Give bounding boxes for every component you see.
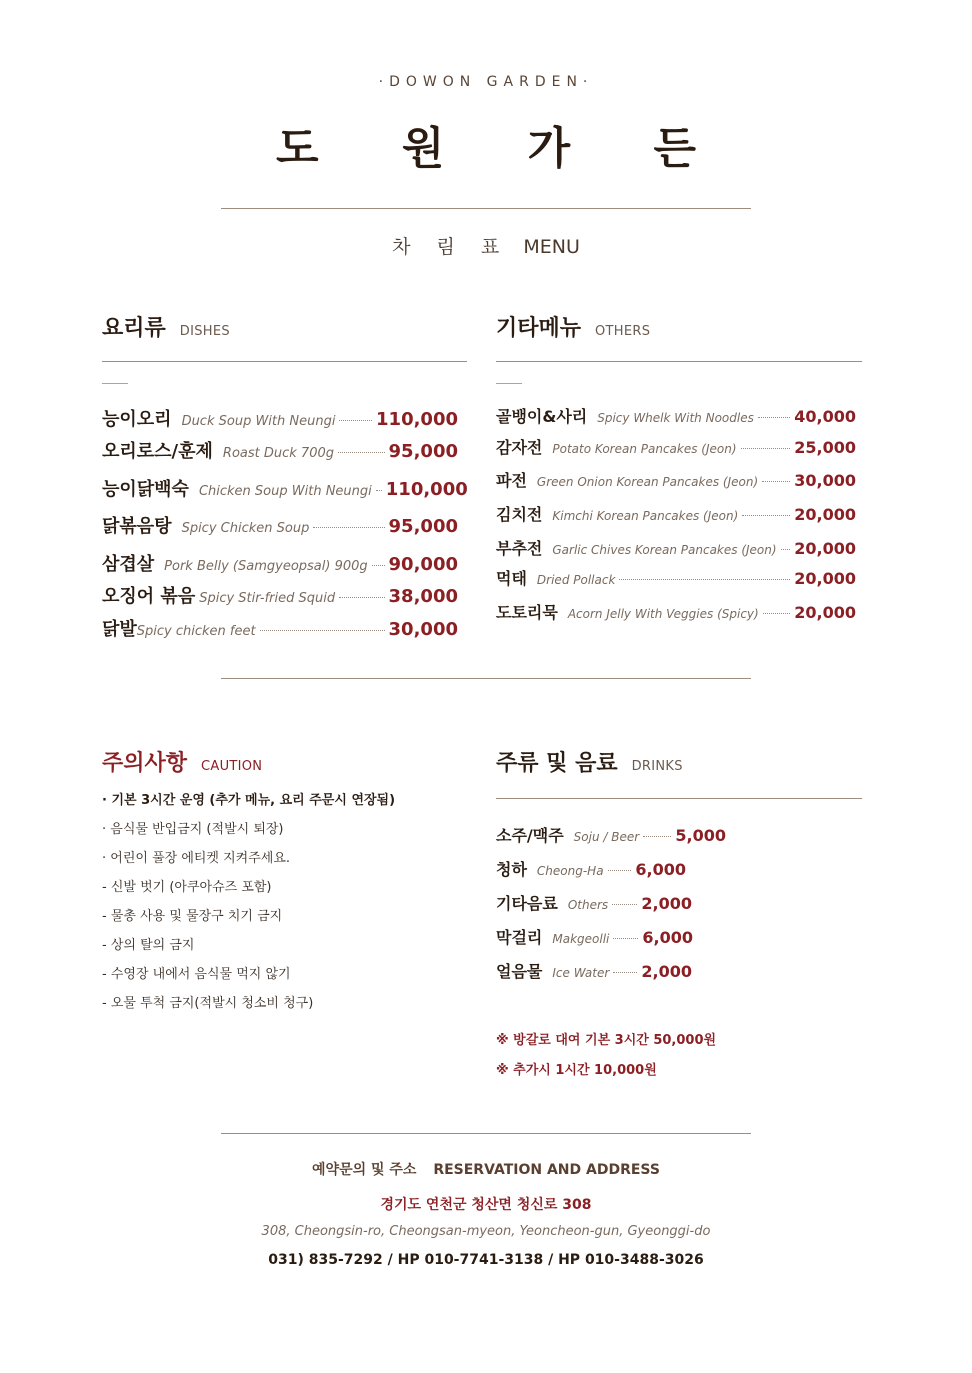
item-price: 20,000 — [794, 539, 856, 558]
caution-item: - 오물 투척 금지(적발시 청소비 청구) — [102, 996, 314, 1011]
list-item — [496, 502, 856, 525]
footer-divider — [221, 1133, 751, 1134]
dot-leader — [313, 527, 384, 528]
list-item — [496, 959, 692, 982]
caution-item: - 물총 사용 및 물장구 치기 금지 — [102, 909, 283, 924]
caution-item: - 상의 탈의 금지 — [102, 938, 195, 953]
item-name-en: Green Onion Korean Pancakes (Jeon) — [536, 475, 759, 489]
item-name-ko: 얼음물 — [496, 962, 543, 981]
caution-title — [102, 746, 262, 777]
item-name-en: Duck Soup With Neungi — [181, 414, 336, 429]
list-item — [496, 404, 856, 427]
dot-leader — [613, 972, 637, 973]
caution-title-ko: 주의사항 — [102, 751, 188, 776]
item-price: 95,000 — [388, 441, 458, 462]
list-item — [496, 857, 686, 880]
item-name-en: Kimchi Korean Pancakes (Jeon) — [552, 509, 739, 523]
dot-leader — [376, 490, 382, 491]
item-name-ko: 부추전 — [496, 539, 543, 558]
list-item — [102, 550, 458, 576]
item-name-en: Pork Belly (Samgyeopsal) 900g — [164, 559, 368, 574]
item-name-en: Others — [567, 898, 609, 912]
dot-leader — [372, 565, 385, 566]
item-name-ko: 오징어 볶음 — [102, 586, 196, 607]
item-name-ko: 소주/맥주 — [496, 826, 564, 845]
extra-hour-note: ※ 추가시 1시간 10,000원 — [496, 1063, 657, 1078]
caution-item: · 음식물 반입금지 (적발시 퇴장) — [102, 822, 284, 837]
item-name-ko: 청하 — [496, 860, 527, 879]
dot-leader — [619, 579, 790, 580]
caution-item: · 기본 3시간 운영 (추가 메뉴, 요리 주문시 연장됨) — [102, 793, 396, 808]
drinks-title-en: DRINKS — [631, 759, 683, 774]
item-name-en: Dried Pollack — [536, 573, 616, 587]
header-divider — [221, 208, 751, 209]
item-name-en: Chicken Soup With Neungi — [198, 484, 372, 499]
list-item — [102, 405, 458, 431]
list-item — [496, 823, 726, 846]
item-price: 110,000 — [376, 409, 458, 430]
dot-leader — [763, 613, 791, 614]
dot-leader — [613, 938, 638, 939]
phone-numbers: 031) 835-7292 / HP 010-7741-3138 / HP 010-3488-3026 — [268, 1252, 704, 1268]
reservation-heading-ko: 예약문의 및 주소 — [312, 1162, 417, 1178]
dishes-title-ko: 요리류 — [102, 316, 166, 341]
others-title-en: OTHERS — [595, 324, 651, 339]
dot-leader — [339, 597, 384, 598]
caution-item: · 어린이 풀장 에티켓 지켜주세요. — [102, 851, 291, 866]
item-price: 30,000 — [388, 619, 458, 640]
item-name-en: Ice Water — [552, 966, 610, 980]
dishes-title — [102, 311, 230, 342]
item-price: 20,000 — [794, 505, 856, 524]
item-price: 2,000 — [641, 894, 692, 913]
menu-heading — [0, 232, 972, 259]
list-item — [496, 925, 693, 948]
brand-subtitle: ·DOWON GARDEN· — [378, 74, 594, 90]
item-name-en: Spicy chicken feet — [136, 624, 256, 639]
middle-divider — [221, 678, 751, 679]
item-price: 2,000 — [641, 962, 692, 981]
dot-leader — [339, 420, 372, 421]
item-price: 95,000 — [388, 516, 458, 537]
caution-item: - 수영장 내에서 음식물 먹지 않기 — [102, 967, 291, 982]
item-name-ko: 감자전 — [496, 438, 543, 457]
item-name-en: Spicy Chicken Soup — [181, 521, 310, 536]
item-price: 20,000 — [794, 603, 856, 622]
dot-leader — [741, 448, 791, 449]
item-name-ko: 먹태 — [496, 569, 527, 588]
item-name-ko: 능이닭백숙 — [102, 479, 189, 500]
drinks-title-ko: 주류 및 음료 — [496, 751, 618, 776]
item-name-en: Garlic Chives Korean Pancakes (Jeon) — [552, 543, 777, 557]
menu-heading-ko: 차 림 표 — [392, 236, 510, 258]
item-name-en: Cheong-Ha — [536, 864, 604, 878]
list-item — [496, 891, 692, 914]
dot-leader — [338, 452, 385, 453]
dot-leader — [643, 836, 671, 837]
list-item — [102, 582, 458, 608]
item-price: 6,000 — [642, 928, 693, 947]
restaurant-title: 도 원 가 든 — [276, 123, 730, 174]
reservation-heading-en: RESERVATION AND ADDRESS — [433, 1162, 660, 1178]
dot-leader — [758, 417, 790, 418]
item-name-ko: 김치전 — [496, 505, 543, 524]
item-name-ko: 파전 — [496, 471, 527, 490]
dot-leader — [762, 481, 790, 482]
item-name-ko: 닭발 — [102, 619, 137, 640]
item-name-ko: 오리로스/훈제 — [102, 441, 213, 462]
item-name-ko: 닭볶음탕 — [102, 516, 172, 537]
drinks-divider — [496, 798, 862, 799]
dishes-short-rule — [102, 383, 128, 384]
item-name-en: Soju / Beer — [573, 830, 640, 844]
drinks-title — [496, 746, 683, 777]
item-name-en: Acorn Jelly With Veggies (Spicy) — [567, 607, 759, 621]
item-price: 5,000 — [675, 826, 726, 845]
item-name-ko: 골뱅이&사리 — [496, 407, 588, 426]
dishes-title-en: DISHES — [179, 324, 230, 339]
item-name-en: Potato Korean Pancakes (Jeon) — [552, 442, 737, 456]
others-title — [496, 311, 650, 342]
others-short-rule — [496, 383, 522, 384]
others-title-ko: 기타메뉴 — [496, 316, 582, 341]
reservation-heading — [0, 1159, 972, 1179]
list-item — [496, 600, 856, 623]
dot-leader — [260, 630, 385, 631]
item-price: 90,000 — [388, 554, 458, 575]
others-divider — [496, 361, 862, 362]
caution-item: - 신발 벗기 (아쿠아슈즈 포함) — [102, 880, 272, 895]
caution-title-en: CAUTION — [201, 759, 263, 774]
item-price: 40,000 — [794, 407, 856, 426]
item-name-en: Spicy Stir-fried Squid — [199, 591, 336, 606]
item-name-ko: 능이오리 — [102, 409, 172, 430]
item-price: 20,000 — [794, 569, 856, 588]
item-price: 30,000 — [794, 471, 856, 490]
address-ko: 경기도 연천군 청산면 청신로 308 — [380, 1197, 592, 1213]
bungalow-note: ※ 방갈로 대여 기본 3시간 50,000원 — [496, 1033, 717, 1048]
list-item — [102, 615, 458, 641]
item-price: 6,000 — [635, 860, 686, 879]
item-name-en: Roast Duck 700g — [222, 446, 334, 461]
item-name-ko: 기타음료 — [496, 894, 558, 913]
dot-leader — [742, 515, 790, 516]
list-item — [496, 536, 856, 559]
address-en: 308, Cheongsin-ro, Cheongsan-myeon, Yeoncheon-gun, Gyeonggi-do — [261, 1224, 711, 1239]
item-price: 38,000 — [388, 586, 458, 607]
dot-leader — [612, 904, 637, 905]
item-name-en: Spicy Whelk With Noodles — [597, 411, 754, 425]
list-item — [496, 566, 856, 589]
item-name-ko: 도토리묵 — [496, 603, 558, 622]
dot-leader — [781, 549, 791, 550]
item-price: 25,000 — [794, 438, 856, 457]
item-price: 110,000 — [385, 479, 468, 500]
list-item — [102, 437, 458, 463]
dot-leader — [608, 870, 632, 871]
list-item — [496, 468, 856, 491]
item-name-ko: 막걸리 — [496, 928, 543, 947]
item-name-ko: 삼겹살 — [102, 554, 155, 575]
list-item — [102, 512, 458, 538]
list-item — [496, 435, 856, 458]
list-item — [102, 475, 468, 501]
menu-heading-en: MENU — [523, 236, 580, 258]
dishes-divider — [102, 361, 467, 362]
item-name-en: Makgeolli — [552, 932, 610, 946]
